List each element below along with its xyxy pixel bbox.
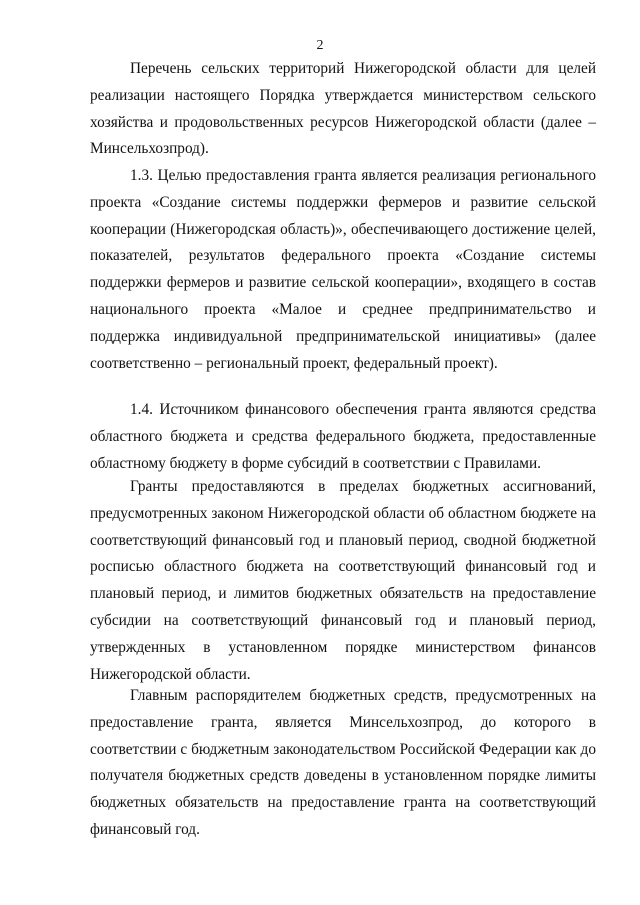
paragraph-text: Гранты предоставляются в пределах бюджетных ассигнований, предусмотренных законом Нижегородской области об областном бюджете на соответствующий финансовый год и плановый период, сводной бюджетной росписью областного бюджета на соответствующий финансовый год и плановый период, и лимитов бюджетных обязательств на предоставление субсидии на соответствующий финансовый год и плановый период, утвержденных в установленном порядке министерством финансов Нижегородской области. (90, 478, 596, 683)
page-number: 2 (316, 38, 324, 53)
paragraph-territories-list (90, 56, 596, 163)
paragraph-text: 1.3. Целью предоставления гранта является реализация регионального проекта «Создание системы поддержки фермеров и развитие сельской кооперации (Нижегородская область)», обеспечивающего достижение целей, показателей, результатов федерального проекта «Создание системы поддержки фермеров и развитие сельской кооперации», входящего в состав национального проекта «Малое и среднее предпринимательство и поддержка индивидуальной предпринимательской инициативы» (далее соответственно – региональный проект, федеральный проект). (90, 167, 596, 372)
paragraph-main-budget-manager (90, 683, 596, 844)
paragraph-1-4-funding-source (90, 397, 596, 477)
paragraph-budget-allocations (90, 474, 596, 688)
paragraph-text: Перечень сельских территорий Нижегородской области для целей реализации настоящего Порядка утверждается министерством сельского хозяйства и продовольственных ресурсов Нижегородской области (далее – Минсельхозпрод). (90, 60, 596, 158)
paragraph-text: 1.4. Источником финансового обеспечения гранта являются средства областного бюджета и средства федерального бюджета, предоставленные областному бюджету в форме субсидий в соответствии с Правилами. (90, 401, 596, 472)
paragraph-text: Главным распорядителем бюджетных средств, предусмотренных на предоставление гранта, является Минсельхозпрод, до которого в соответствии с бюджетным законодательством Российской Федерации как до получателя бюджетных средств доведены в установленном порядке лимиты бюджетных обязательств на предоставление гранта на соответствующий финансовый год. (90, 687, 596, 838)
paragraph-1-3-grant-purpose (90, 163, 596, 377)
